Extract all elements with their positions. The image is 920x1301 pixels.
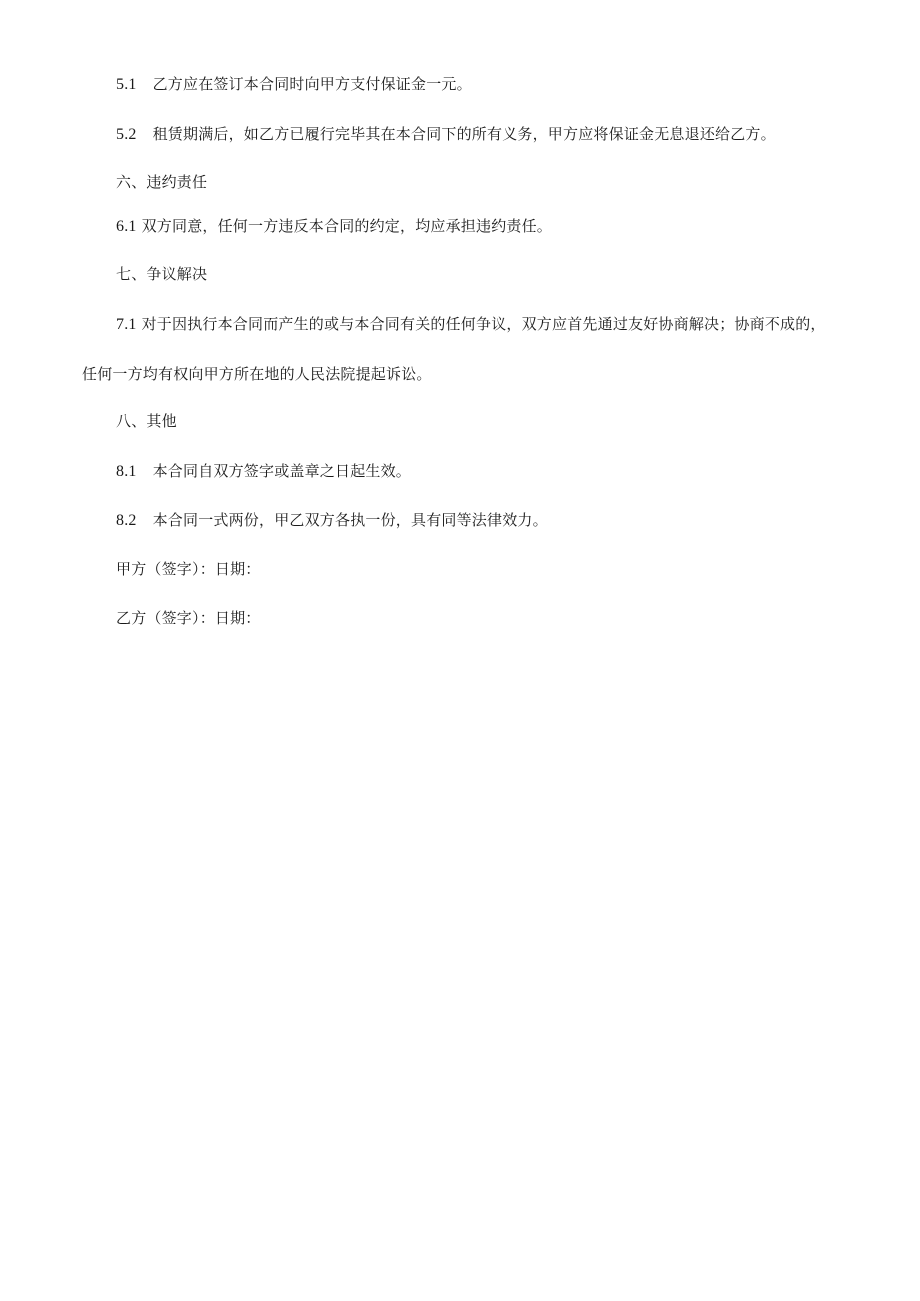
section-heading: 八、其他 <box>116 412 177 430</box>
clause-5-2 <box>116 124 776 145</box>
clause-number: 8.2 <box>116 512 137 529</box>
clause-8-1 <box>116 461 411 482</box>
signature-party-a <box>116 559 261 579</box>
clause-text: 本合同一式两份，甲乙双方各执一份，具有同等法律效力。 <box>152 511 548 529</box>
section-heading: 六、违约责任 <box>116 173 208 191</box>
section-heading-7 <box>116 264 207 284</box>
section-heading-8 <box>116 411 177 431</box>
clause-text: 乙方应在签订本合同时向甲方支付保证金一元。 <box>152 75 472 93</box>
clause-7-1-continued <box>82 364 432 384</box>
clause-text-line-2: 任何一方均有权向甲方所在地的人民法院提起诉讼。 <box>82 365 432 383</box>
signature-party-b <box>116 608 261 628</box>
clause-8-2 <box>116 510 548 531</box>
clause-number: 5.2 <box>116 126 137 143</box>
signature-line-party-b: 乙方（签字）：日期： <box>116 609 261 627</box>
clause-7-1 <box>116 314 826 335</box>
clause-number: 5.1 <box>116 76 137 93</box>
signature-line-party-a: 甲方（签字）：日期： <box>116 560 261 578</box>
clause-number: 6.1 <box>116 218 137 235</box>
clause-text-line-1: 对于因执行本合同而产生的或与本合同有关的任何争议，双方应首先通过友好协商解决；协商不成的， <box>141 315 826 333</box>
clause-number: 8.1 <box>116 463 137 480</box>
clause-6-1 <box>116 216 552 237</box>
clause-number: 7.1 <box>116 316 137 333</box>
clause-text: 本合同自双方签字或盖章之日起生效。 <box>152 462 412 480</box>
section-heading-6 <box>116 172 207 192</box>
clause-5-1 <box>116 74 472 95</box>
clause-text: 双方同意，任何一方违反本合同的约定，均应承担违约责任。 <box>141 217 553 235</box>
section-heading: 七、争议解决 <box>116 265 208 283</box>
clause-text: 租赁期满后，如乙方已履行完毕其在本合同下的所有义务，甲方应将保证金无息退还给乙方。 <box>152 125 776 143</box>
